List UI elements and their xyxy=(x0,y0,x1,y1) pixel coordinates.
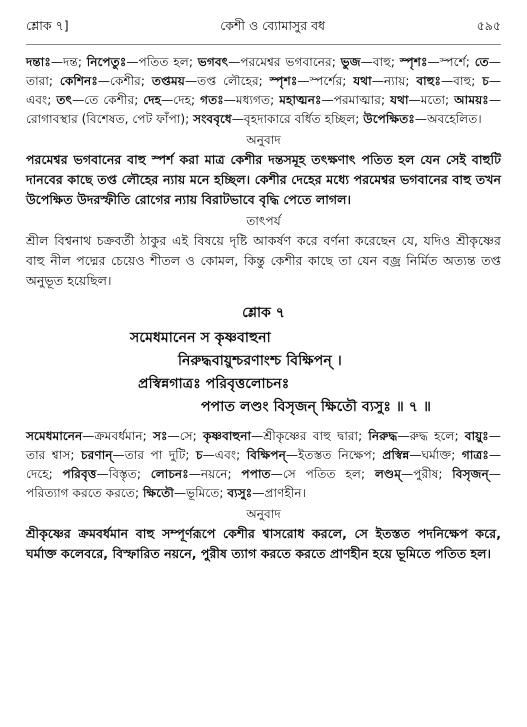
synonym-meaning: সে পতিত হল; xyxy=(282,467,375,481)
synonym-word: তপ্তময় xyxy=(151,74,185,88)
header-chapter-title: কেশী ও ব্যোমাসুর বধ xyxy=(220,18,326,33)
synonym-meaning: ক্রমবর্ধমান; xyxy=(94,429,153,443)
word-synonyms-7: সমেধমানেন—ক্রমবর্ধমান; সঃ—সে; কৃষ্ণবাহুনা—শ্রীকৃষ্ণের বাহু দ্বারা; নিরুদ্ধ—রুদ্ধ হলে; বায়ুঃ—তার শ্বাস; চরণান্—তার পা দুটি; চ—এবং; বিক্ষিপন্—ইতস্তত নিক্ষেপ; প্রস্বিন্ন—ঘর্মাক্ত; গাত্রঃ—দেহে; পরিবৃত্ত—বিস্তৃত; লোচনঃ—নয়নে; পপাত—সে পতিত হল; লণ্ডম্—পুরীষ; বিসৃজন্—পরিত্যাগ করতে করতে; ক্ষিতৌ—ভূমিতে; ব্যসুঃ—প্রাণহীন। xyxy=(26,429,502,500)
purport-text: শ্রীল বিশ্বনাথ চক্রবর্তী ঠাকুর এই বিষয়ে দৃষ্টি আকর্ষণ করে বর্ণনা করেছেন যে, যদিও শ্রীকৃষ্ণের বাহু নীল পদ্মের চেয়েও শীতল ও কোমল, কিন্তু কেশীর কাছে তা যেন বজ্র নির্মিত অত্যন্ত তপ্ত অনুভূত হয়েছিল। xyxy=(26,233,501,288)
synonym-word: ব্যসুঃ xyxy=(227,486,253,500)
synonym-word: চরণান্ xyxy=(81,448,113,462)
synonym-meaning: বিস্তৃত; xyxy=(108,467,151,481)
synonym-word: চ xyxy=(482,74,489,88)
synonym-word: ভগবৎ xyxy=(197,55,229,69)
synonym-meaning: বৃহদাকারে বর্ধিত হচ্ছিল; xyxy=(243,112,364,126)
synonym-word: উপেক্ষিতঃ xyxy=(363,112,415,126)
synonym-word: মহাত্মনঃ xyxy=(279,93,322,107)
synonym-meaning: নয়নে; xyxy=(200,467,242,481)
synonym-word: বিসৃজন্ xyxy=(452,467,489,481)
verse-line-1: সমেধমানেন স কৃষ্ণবাহুনা xyxy=(130,330,271,346)
synonym-word: তৎ xyxy=(56,93,73,107)
synonym-meaning: তারা; xyxy=(26,74,60,88)
synonym-word: আময়ঃ xyxy=(454,93,489,107)
synonym-meaning: বাহু; xyxy=(453,74,483,88)
synonym-meaning: অবহেলিত। xyxy=(427,112,482,126)
synonym-word: কেশিনঃ xyxy=(59,74,98,88)
synonym-meaning: পরমাত্মার; xyxy=(333,93,391,107)
synonym-meaning: ন্যায়; xyxy=(383,74,417,88)
synonym-word: দেহ xyxy=(143,93,162,107)
synonym-meaning: তার শ্বাস; xyxy=(26,448,82,462)
synonym-word: যথা xyxy=(390,93,409,107)
synonym-word: সমেধমানেন xyxy=(26,429,83,443)
synonym-meaning: স্পর্শের; xyxy=(309,74,354,88)
synonym-word: গতঃ xyxy=(200,93,224,107)
running-header xyxy=(26,18,501,45)
synonym-word: প্রস্বিন্ন xyxy=(382,448,410,462)
synonym-meaning: তে কেশীর; xyxy=(84,93,144,107)
synonym-meaning: বাহু; xyxy=(372,55,400,69)
synonym-word: কৃষ্ণবাহুনা xyxy=(202,429,252,443)
synonym-meaning: পরিত্যাগ করতে করতে; xyxy=(26,486,143,500)
header-verse-ref: শ্লোক ৭] xyxy=(26,18,69,33)
synonym-meaning: মধ্যগত; xyxy=(235,93,280,107)
synonym-word: যথা xyxy=(353,74,372,88)
page-number: ৫৯৫ xyxy=(476,18,501,33)
verse-heading: শ্লোক ৭ xyxy=(242,305,285,321)
synonym-meaning: পরমেশ্বর ভগবানের; xyxy=(240,55,341,69)
synonym-meaning: দন্ত; xyxy=(63,55,87,69)
synonym-meaning: মতো; xyxy=(420,93,455,107)
translation-text-6: পরমেশ্বর ভগবানের বাহু স্পর্শ করা মাত্র কেশীর দন্তসমূহ তৎক্ষণাৎ পতিত হল যেন সেই বাহুটি দানবের কাছে তপ্ত লৌহের ন্যায় মনে হচ্ছিল। কেশীর দেহের মধ্যে পরমেশ্বর ভগবানের বাহু তখন উপেক্ষিত উদরস্ফীতি রোগের ন্যায় বিরাটভাবে বৃদ্ধি পেতে লাগল। xyxy=(26,152,501,207)
synonym-word: লোচনঃ xyxy=(150,467,189,481)
synonym-word: ভুজ xyxy=(340,55,361,69)
synonym-meaning: প্রাণহীন। xyxy=(264,486,306,500)
synonym-meaning: শ্রীকৃষ্ণের বাহু দ্বারা; xyxy=(263,429,369,443)
synonym-word: বাহুঃ xyxy=(416,74,441,88)
verse-line-4: পপাত লণ্ডং বিসৃজন্ ক্ষিতৌ ব্যসুঃ ॥ ৭ ॥ xyxy=(201,399,431,415)
synonym-meaning: এবং; xyxy=(214,448,247,462)
synonym-meaning: সে; xyxy=(179,429,203,443)
synonym-meaning: ঘর্মাক্ত; xyxy=(421,448,462,462)
synonym-meaning: স্পর্শে; xyxy=(439,55,475,69)
translation-heading: অনুবাদ xyxy=(246,133,281,147)
synonym-meaning: এবং; xyxy=(26,93,57,107)
synonym-meaning: রোগাবস্থার (বিশেষত, পেট ফাঁপা); xyxy=(26,112,194,126)
synonym-meaning: পুরীষ; xyxy=(413,467,453,481)
synonym-word: গাত্রঃ xyxy=(461,448,489,462)
synonym-meaning: দেহে; xyxy=(26,467,63,481)
synonym-word: স্পৃশঃ xyxy=(399,55,428,69)
synonym-word: লণ্ডম্ xyxy=(374,467,402,481)
synonym-meaning: ভূমিতে; xyxy=(186,486,228,500)
synonym-word: তে xyxy=(474,55,489,69)
synonym-meaning: কেশীর; xyxy=(110,74,152,88)
synonym-word: ক্ষিতৌ xyxy=(142,486,174,500)
synonym-word: বিক্ষিপন্ xyxy=(246,448,286,462)
synonym-word: স্পৃশঃ xyxy=(269,74,298,88)
synonym-meaning: তার পা দুটি; xyxy=(124,448,197,462)
synonym-word: চ xyxy=(196,448,203,462)
translation-heading-7: অনুবাদ xyxy=(246,507,281,521)
synonym-word: সঃ xyxy=(152,429,168,443)
synonym-meaning: ইতস্তত নিক্ষেপ; xyxy=(298,448,383,462)
synonym-meaning: তপ্ত লৌহের; xyxy=(197,74,270,88)
synonym-meaning: পতিত হল; xyxy=(138,55,198,69)
word-synonyms-6: দন্তাঃ—দন্ত; নিপেতুঃ—পতিত হল; ভগবৎ—পরমেশ্বর ভগবানের; ভুজ—বাহু; স্পৃশঃ—স্পর্শে; তে—তারা; কেশিনঃ—কেশীর; তপ্তময়—তপ্ত লৌহের; স্পৃশঃ—স্পর্শের; যথা—ন্যায়; বাহুঃ—বাহু; চ—এবং; তৎ—তে কেশীর; দেহ—দেহ; গতঃ—মধ্যগত; মহাত্মনঃ—পরমাত্মার; যথা—মতো; আময়ঃ—রোগাবস্থার (বিশেষত, পেট ফাঁপা); সংববৃধে—বৃহদাকারে বর্ধিত হচ্ছিল; উপেক্ষিতঃ—অবহেলিত। xyxy=(26,55,501,126)
synonym-word: নিপেতুঃ xyxy=(86,55,127,69)
verse-line-3: প্রস্বিন্নগাত্রঃ পরিবৃত্তলোচনঃ xyxy=(138,376,290,392)
verse-line-2: নিরুদ্ধবায়ুশ্চরণাংশ্চ বিক্ষিপন্ । xyxy=(178,353,342,369)
synonym-word: পপাত xyxy=(241,467,271,481)
synonym-word: দন্তাঃ xyxy=(26,55,51,69)
purport-heading: তাৎপর্য xyxy=(246,214,281,228)
synonym-word: সংববৃধে xyxy=(193,112,232,126)
sanskrit-verse xyxy=(26,327,501,419)
synonym-word: নিরুদ্ধ xyxy=(368,429,398,443)
synonym-word: বায়ুঃ xyxy=(464,429,489,443)
synonym-meaning: রুদ্ধ হলে; xyxy=(409,429,465,443)
translation-text-7: শ্রীকৃষ্ণের ক্রমবর্ধমান বাহু সম্পূর্ণরূপে কেশীর শ্বাসরোধ করলে, সে ইতস্তত পদনিক্ষেপ করে, ঘর্মাক্ত কলেবরে, বিস্ফারিত নয়নে, পুরীষ ত্যাগ করতে করতে প্রাণহীন হয়ে ভূমিতে পতিত হল। xyxy=(26,526,501,561)
synonym-meaning: দেহ; xyxy=(173,93,201,107)
synonym-word: পরিবৃত্ত xyxy=(62,467,97,481)
